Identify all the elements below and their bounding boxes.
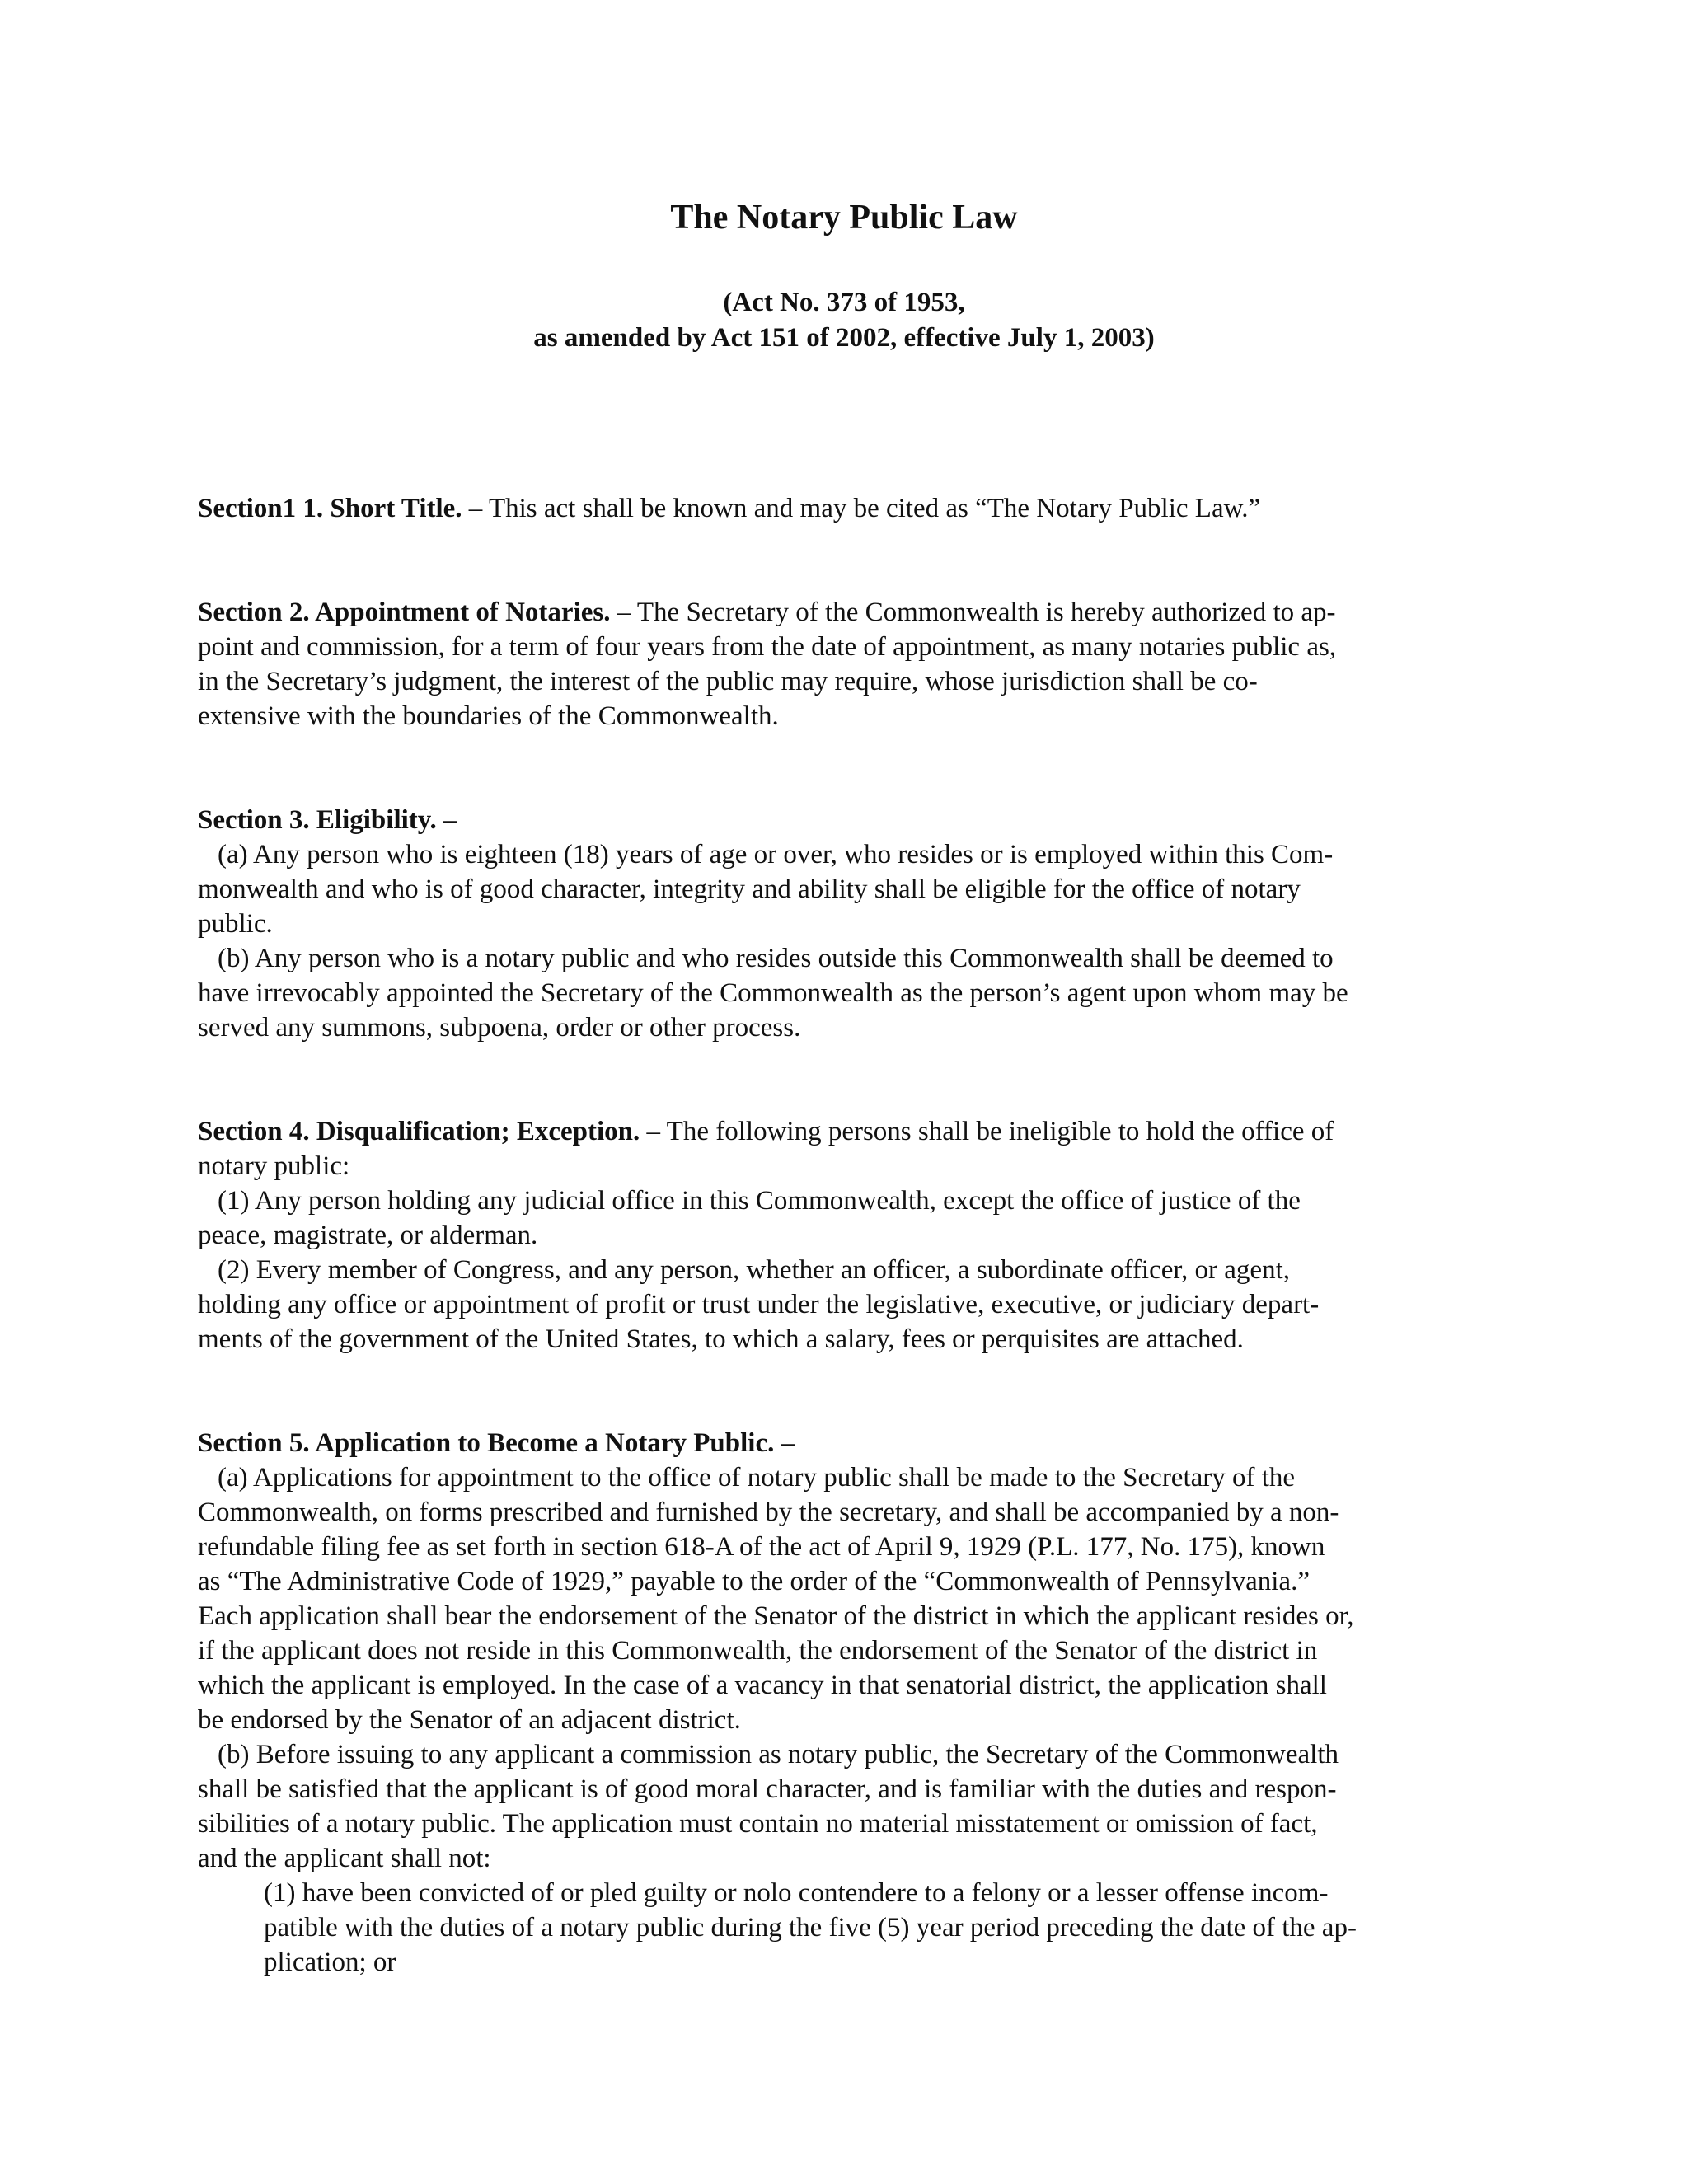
document-body bbox=[198, 491, 1500, 1980]
section-line: ments of the government of the United States, to which a salary, fees or perquisites are attached. bbox=[198, 1324, 1244, 1354]
section-text: – The following persons shall be ineligible to hold the office of bbox=[640, 1117, 1334, 1146]
subsection-line: (b) Before issuing to any applicant a commission as notary public, the Secretary of the Commonwealth bbox=[218, 1740, 1339, 1769]
section-line: holding any office or appointment of profit or trust under the legislative, executive, or judiciary depart- bbox=[198, 1290, 1320, 1319]
section-2 bbox=[198, 595, 1500, 733]
section-text: – This act shall be known and may be cited as “The Notary Public Law.” bbox=[462, 494, 1261, 523]
section-line: public. bbox=[198, 909, 273, 939]
document-title: The Notary Public Law bbox=[670, 199, 1018, 237]
section-line: point and commission, for a term of four years from the date of appointment, as many notaries public as, bbox=[198, 632, 1337, 662]
section-line: and the applicant shall not: bbox=[198, 1844, 491, 1873]
document-subtitle bbox=[0, 285, 1688, 356]
section-line: which the applicant is employed. In the case of a vacancy in that senatorial district, the application shall bbox=[198, 1671, 1327, 1700]
clause-line: plication; or bbox=[264, 1947, 396, 1977]
clause-line: (1) have been convicted of or pled guilty or nolo contendere to a felony or a lesser offense incom- bbox=[264, 1878, 1329, 1908]
section-5 bbox=[198, 1426, 1500, 1980]
subsection-line: (a) Applications for appointment to the office of notary public shall be made to the Secretary of the bbox=[218, 1463, 1296, 1493]
section-line: notary public: bbox=[198, 1151, 350, 1181]
section-heading: Section 2. Appointment of Notaries. bbox=[198, 598, 611, 627]
section-line: in the Secretary’s judgment, the interest of the public may require, whose jurisdiction shall be co- bbox=[198, 667, 1258, 696]
section-line: Each application shall bear the endorsement of the Senator of the district in which the applicant resides or, bbox=[198, 1601, 1354, 1631]
section-line: monwealth and who is of good character, integrity and ability shall be eligible for the office of notary bbox=[198, 874, 1301, 904]
section-line: extensive with the boundaries of the Commonwealth. bbox=[198, 701, 779, 731]
section-line: Commonwealth, on forms prescribed and furnished by the secretary, and shall be accompanied by a non- bbox=[198, 1497, 1339, 1527]
section-line bbox=[198, 1114, 1500, 1149]
section-line bbox=[198, 491, 1500, 526]
section-4 bbox=[198, 1114, 1500, 1357]
section-line: refundable filing fee as set forth in section 618-A of the act of April 9, 1929 (P.L. 177, No. 175), known bbox=[198, 1532, 1325, 1562]
section-heading: Section 5. Application to Become a Notary Public. – bbox=[198, 1428, 795, 1458]
subtitle-line: as amended by Act 151 of 2002, effective July 1, 2003) bbox=[533, 323, 1155, 353]
section-line: if the applicant does not reside in this Commonwealth, the endorsement of the Senator of the district in bbox=[198, 1636, 1318, 1666]
section-line: sibilities of a notary public. The application must contain no material misstatement or omission of fact, bbox=[198, 1809, 1318, 1839]
clause-line: patible with the duties of a notary public during the five (5) year period preceding the date of the ap- bbox=[264, 1913, 1357, 1943]
section-line: shall be satisfied that the applicant is of good moral character, and is familiar with the duties and respon- bbox=[198, 1774, 1337, 1804]
subtitle-line: (Act No. 373 of 1953, bbox=[723, 288, 965, 317]
section-line: served any summons, subpoena, order or other process. bbox=[198, 1013, 801, 1043]
subsection-line: (a) Any person who is eighteen (18) years of age or over, who resides or is employed within this Com- bbox=[218, 840, 1334, 869]
section-line: peace, magistrate, or alderman. bbox=[198, 1221, 538, 1250]
section-1 bbox=[198, 491, 1500, 526]
subsection-line: (b) Any person who is a notary public and who resides outside this Commonwealth shall be deemed to bbox=[218, 944, 1334, 973]
section-heading: Section 4. Disqualification; Exception. bbox=[198, 1117, 640, 1146]
section-line: have irrevocably appointed the Secretary of the Commonwealth as the person’s agent upon whom may be bbox=[198, 978, 1348, 1008]
section-line: as “The Administrative Code of 1929,” payable to the order of the “Commonwealth of Pennsylvania.” bbox=[198, 1567, 1310, 1596]
section-heading: Section 3. Eligibility. – bbox=[198, 805, 457, 835]
section-line bbox=[198, 595, 1500, 630]
subsection-line: (2) Every member of Congress, and any person, whether an officer, a subordinate officer, or agent, bbox=[218, 1255, 1291, 1285]
section-3 bbox=[198, 803, 1500, 1045]
section-heading: Section1 1. Short Title. bbox=[198, 494, 462, 523]
section-text: – The Secretary of the Commonwealth is hereby authorized to ap- bbox=[610, 598, 1336, 627]
section-line: be endorsed by the Senator of an adjacent district. bbox=[198, 1705, 741, 1735]
subsection-line: (1) Any person holding any judicial office in this Commonwealth, except the office of justice of the bbox=[218, 1186, 1301, 1216]
